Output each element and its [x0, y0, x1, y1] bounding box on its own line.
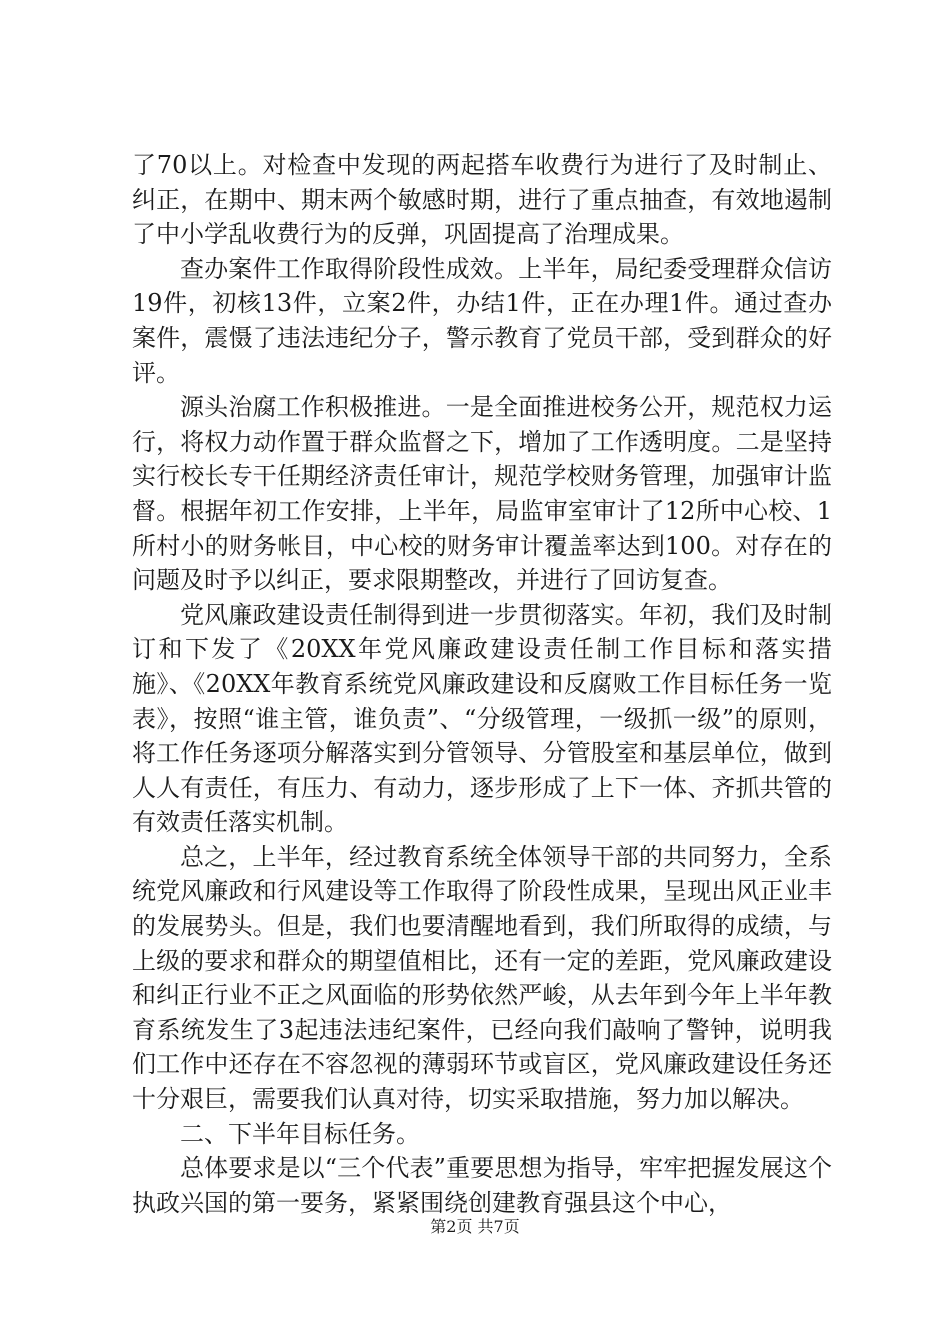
paragraph-overall-requirements: 总体要求是以“三个代表”重要思想为指导，牢牢把握发展这个执政兴国的第一要务，紧紧围绕创建教育强县这个中心，	[132, 1154, 832, 1217]
paragraph-summary: 总之，上半年，经过教育系统全体领导干部的共同努力，全系统党风廉政和行风建设等工作取得了阶段性成果，呈现出风正业丰的发展势头。但是，我们也要清醒地看到，我们所取得的成绩，与上级的要求和群众的期望值相比，还有一定的差距，党风廉政建设和纠正行业不正之风面临的形势依然严峻，从去年到今年上半年教育系统发生了3起违法违纪案件，已经向我们敲响了警钟，说明我们工作中还存在不容忽视的薄弱环节或盲区，党风廉政建设任务还十分艰巨，需要我们认真对待，切实采取措施，努力加以解决。	[132, 842, 832, 1114]
paragraph-source-governance: 源头治腐工作积极推进。一是全面推进校务公开，规范权力运行，将权力动作置于群众监督之下，增加了工作透明度。二是坚持实行校长专干任期经济责任审计，规范学校财务管理，加强审计监督。根据年初工作安排，上半年，局监审室审计了12所中心校、1所村小的财务帐目，中心校的财务审计覆盖率达到100。对存在的问题及时予以纠正，要求限期整改，并进行了回访复查。	[132, 393, 832, 595]
paragraph-responsibility-system: 党风廉政建设责任制得到进一步贯彻落实。年初，我们及时制订和下发了《20XX年党风廉政建设责任制工作目标和落实措施》、《20XX年教育系统党风廉政建设和反腐败工作目标任务一览表》，按照“谁主管，谁负责”、“分级管理，一级抓一级”的原则，将工作任务逐项分解落实到分管领导、分管股室和基层单位，做到人人有责任，有压力、有动力，逐步形成了上下一体、齐抓共管的有效责任落实机制。	[132, 600, 832, 837]
document-body	[132, 148, 832, 1220]
page-number-footer: 第2页 共7页	[430, 1217, 520, 1236]
paragraph-case-handling: 查办案件工作取得阶段性成效。上半年，局纪委受理群众信访19件，初核13件，立案2件，办结1件，正在办理1件。通过查办案件，震慑了违法违纪分子，警示教育了党员干部，受到群众的好评。	[132, 254, 832, 387]
paragraph-fee-control: 了70以上。对检查中发现的两起搭车收费行为进行了及时制止、纠正，在期中、期末两个敏感时期，进行了重点抽查，有效地遏制了中小学乱收费行为的反弹，巩固提高了治理成果。	[132, 151, 832, 249]
section-heading-second-half-goals: 二、下半年目标任务。	[180, 1119, 420, 1148]
